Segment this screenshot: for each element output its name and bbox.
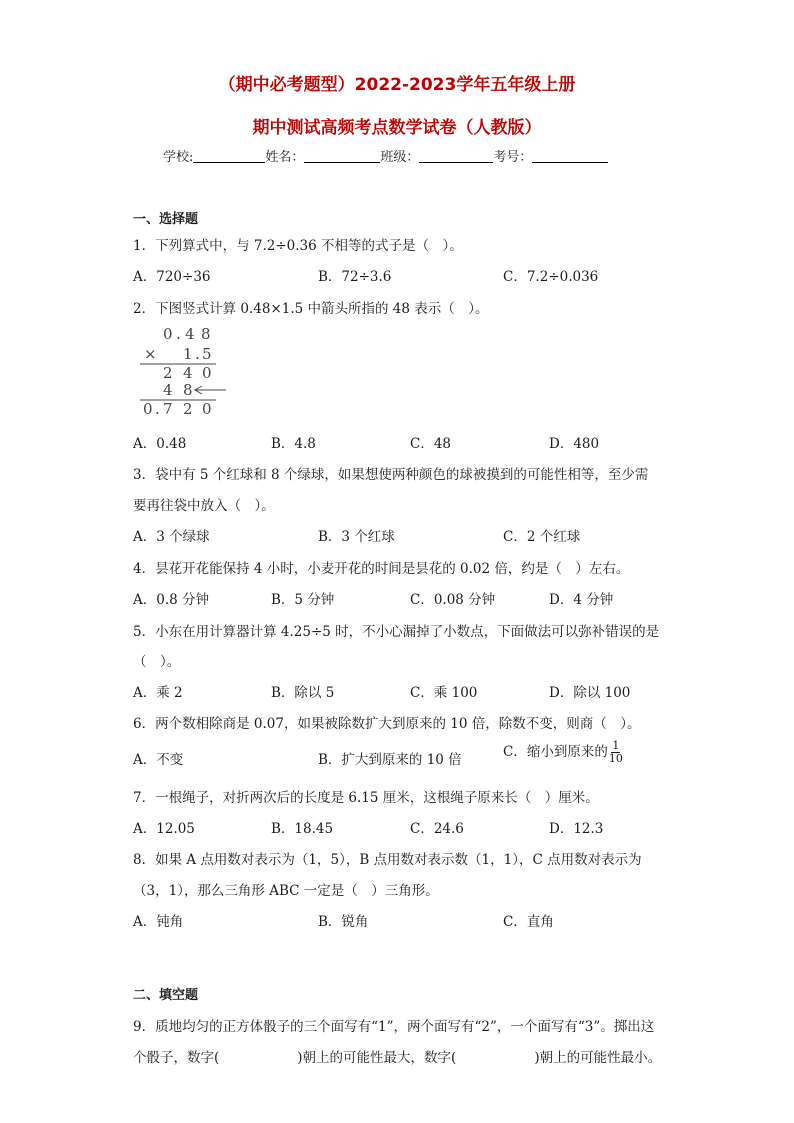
calc-digit: 0 [202, 400, 212, 417]
q5-option-b[interactable]: B．除以 5 [271, 685, 335, 701]
q4-option-b[interactable]: B．5 分钟 [271, 592, 335, 608]
question-3: 3．袋中有 5 个红球和 8 个绿球，如果想使两种颜色的球被摸到的可能性相等，至少需 [133, 467, 649, 483]
q1-option-c[interactable]: C．7.2÷0.036 [503, 269, 599, 285]
calc-digit: 7 [163, 400, 173, 417]
calc-digit: 8 [201, 325, 211, 343]
q2-option-c[interactable]: C．48 [410, 436, 452, 452]
q7-option-a[interactable]: A．12.05 [133, 821, 195, 837]
question-5-cont: （ ）。 [133, 654, 181, 670]
school-label: 学校: [163, 150, 194, 165]
calc-digit: . [155, 400, 160, 417]
name-label: 姓名： [265, 150, 305, 165]
exam-title-line1: （期中必考题型）2022-2023学年五年级上册 [218, 75, 576, 95]
question-8: 8．如果 A 点用数对表示为（1，5），B 点用数对表示数（1，1），C 点用数对表示为 [133, 852, 642, 868]
fraction-one-tenth [609, 740, 623, 765]
number-field[interactable] [532, 149, 608, 163]
q2-option-a[interactable]: A．0.48 [133, 436, 187, 452]
q2-option-b[interactable]: B．4.8 [271, 436, 316, 452]
calc-times-sign: × [144, 345, 157, 363]
fraction-denominator: 10 [608, 752, 623, 765]
q9-text-b: )朝上的可能性最大，数字( [297, 1050, 457, 1066]
calc-digit: 2 [183, 400, 193, 417]
fraction-numerator: 1 [612, 739, 620, 752]
question-5: 5．小东在用计算器计算 4.25÷5 时，不小心漏掉了小数点，下面做法可以弥补错误的是 [133, 624, 660, 640]
q3-option-c[interactable]: C．2 个红球 [503, 529, 581, 545]
q5-option-d[interactable]: D．除以 100 [549, 685, 631, 701]
calc-digit: 0 [202, 364, 212, 382]
q5-option-a[interactable]: A．乘 2 [133, 685, 183, 701]
question-2: 2．下图竖式计算 0.48×1.5 中箭头所指的 48 表示（ ）。 [133, 301, 489, 317]
question-7: 7．一根绳子，对折两次后的长度是 6.15 厘米，这根绳子原来长（ ）厘米。 [133, 790, 599, 806]
q9-text-a: 个骰子，数字( [133, 1050, 220, 1066]
calc-digit: 0 [143, 400, 153, 417]
exam-title-line2: 期中测试高频考点数学试卷（人教版） [252, 118, 542, 138]
calc-digit: 2 [163, 364, 173, 382]
vertical-multiplication-figure [138, 322, 238, 417]
q4-option-d[interactable]: D．4 分钟 [549, 592, 614, 608]
q8-option-a[interactable]: A．钝角 [133, 914, 184, 930]
q2-option-d[interactable]: D．480 [549, 436, 600, 452]
name-field[interactable] [304, 149, 380, 163]
student-info-row [163, 146, 608, 165]
calc-digit: 1 [183, 345, 193, 363]
q7-option-c[interactable]: C．24.6 [410, 821, 464, 837]
calc-digit: 0 [163, 325, 173, 343]
class-field[interactable] [419, 149, 493, 163]
q1-option-b[interactable]: B．72÷3.6 [318, 269, 392, 285]
q4-option-a[interactable]: A．0.8 分钟 [133, 592, 210, 608]
q9-text-c: )朝上的可能性最小。 [534, 1050, 662, 1066]
calc-digit: 8 [183, 381, 193, 399]
q1-option-a[interactable]: A．720÷36 [133, 269, 211, 285]
question-1: 1．下列算式中，与 7.2÷0.36 不相等的式子是（ ）。 [133, 238, 463, 254]
question-9-cont [133, 1046, 661, 1066]
q5-option-c[interactable]: C．乘 100 [410, 685, 478, 701]
q6-option-a[interactable]: A．不变 [133, 752, 184, 768]
q6-option-b[interactable]: B．扩大到原来的 10 倍 [318, 752, 462, 768]
q7-option-d[interactable]: D．12.3 [549, 821, 604, 837]
question-8-cont: （3，1），那么三角形 ABC 一定是（ ）三角形。 [133, 883, 439, 899]
calc-digit: . [176, 325, 181, 343]
class-label: 班级： [380, 150, 420, 165]
calc-digit: 4 [163, 381, 173, 399]
q8-option-b[interactable]: B．锐角 [318, 914, 369, 930]
calc-digit: 5 [202, 345, 212, 363]
question-6: 6．两个数相除商是 0.07，如果被除数扩大到原来的 10 倍，除数不变，则商（ ）。 [133, 716, 641, 732]
section-heading-fill: 二、填空题 [133, 988, 199, 1003]
calc-digit: 4 [185, 325, 195, 343]
q8-option-c[interactable]: C．直角 [503, 914, 554, 930]
calc-digit: 4 [183, 364, 193, 382]
q3-option-a[interactable]: A．3 个绿球 [133, 529, 210, 545]
number-label: 考号： [493, 150, 533, 165]
q4-option-c[interactable]: C．0.08 分钟 [410, 592, 496, 608]
q6-option-c[interactable] [503, 740, 623, 765]
question-3-cont: 要再往袋中放入（ ）。 [133, 498, 275, 514]
q6-option-c-text: C．缩小到原来的 [503, 744, 608, 760]
q3-option-b[interactable]: B．3 个红球 [318, 529, 395, 545]
question-4: 4．昙花开花能保持 4 小时，小麦开花的时间是昙花的 0.02 倍，约是（ ）左右。 [133, 561, 630, 577]
q7-option-b[interactable]: B．18.45 [271, 821, 334, 837]
calc-digit: . [195, 345, 200, 363]
school-field[interactable] [193, 149, 265, 163]
section-heading-choice: 一、选择题 [133, 212, 199, 227]
question-9: 9．质地均匀的正方体骰子的三个面写有“1”，两个面写有“2”，一个面写有“3”。掷出这 [133, 1019, 655, 1035]
